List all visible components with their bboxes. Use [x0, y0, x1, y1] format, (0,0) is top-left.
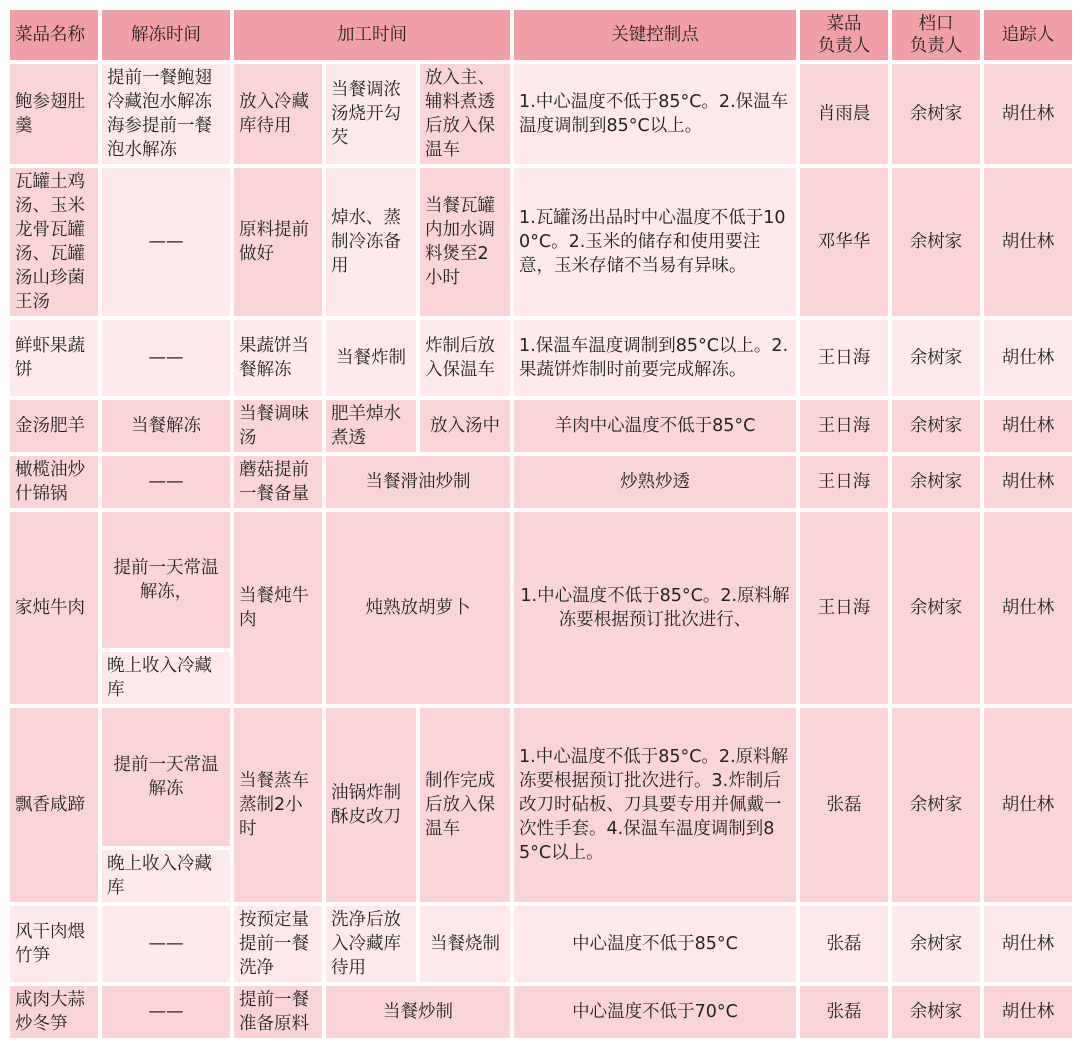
header-control: 关键控制点 — [514, 10, 796, 60]
dish-owner: 张磊 — [800, 986, 888, 1038]
tracker: 胡仕林 — [984, 906, 1072, 982]
control-point: 1.瓦罐汤出品时中心温度不低于100°C。2.玉米的储存和使用要注意，玉米存储不当易有异味。 — [514, 168, 796, 316]
control-point: 1.中心温度不低于85°C。2.原料解冻要根据预订批次进行。3.炸制后改刀时砧板、刀具要专用并佩戴一次性手套。4.保温车温度调制到85°C以上。 — [514, 708, 796, 902]
process-step-3: 放入主、辅料煮透后放入保温车 — [420, 64, 510, 164]
stall-owner: 余树家 — [892, 400, 980, 452]
tracker: 胡仕林 — [984, 64, 1072, 164]
tracker: 胡仕林 — [984, 320, 1072, 396]
process-step-2: 肥羊焯水煮透 — [326, 400, 416, 452]
process-step-merged: 炖熟放胡萝卜 — [326, 512, 510, 704]
header-thaw: 解冻时间 — [102, 10, 230, 60]
dish-name: 咸肉大蒜炒冬笋 — [10, 986, 98, 1038]
dish-owner: 王日海 — [800, 456, 888, 508]
header-dish-owner: 菜品 负责人 — [800, 10, 888, 60]
table-row — [10, 168, 1072, 316]
thaw-time: 晚上收入冷藏库 — [102, 850, 230, 902]
table-row — [10, 64, 1072, 164]
process-step-1: 蘑菇提前一餐备量 — [234, 456, 322, 508]
table-row — [10, 986, 1072, 1038]
stall-owner: 余树家 — [892, 320, 980, 396]
process-step-3: 当餐烧制 — [420, 906, 510, 982]
tracker: 胡仕林 — [984, 456, 1072, 508]
dish-owner: 张磊 — [800, 906, 888, 982]
process-step-merged: 当餐炒制 — [326, 986, 510, 1038]
process-step-3: 炸制后放入保温车 — [420, 320, 510, 396]
dish-owner: 王日海 — [800, 512, 888, 704]
header-process: 加工时间 — [234, 10, 510, 60]
process-step-3: 当餐瓦罐内加水调料煲至2小时 — [420, 168, 510, 316]
tracker: 胡仕林 — [984, 168, 1072, 316]
process-step-1: 原料提前做好 — [234, 168, 322, 316]
process-step-2: 当餐炸制 — [326, 320, 416, 396]
process-step-1: 当餐蒸车蒸制2小时 — [234, 708, 322, 902]
control-point: 1.中心温度不低于85°C。2.保温车温度调制到85°C以上。 — [514, 64, 796, 164]
process-step-1: 果蔬饼当餐解冻 — [234, 320, 322, 396]
process-step-2: 洗净后放入冷藏库待用 — [326, 906, 416, 982]
control-point: 1.保温车温度调制到85°C以上。2.果蔬饼炸制时前要完成解冻。 — [514, 320, 796, 396]
food-safety-table — [6, 6, 1076, 1042]
header-tracker: 追踪人 — [984, 10, 1072, 60]
dish-owner: 肖雨晨 — [800, 64, 888, 164]
table-row — [10, 906, 1072, 982]
tracker: 胡仕林 — [984, 512, 1072, 704]
process-step-1: 放入冷藏库待用 — [234, 64, 322, 164]
control-point: 羊肉中心温度不低于85°C — [514, 400, 796, 452]
thaw-time: —— — [102, 986, 230, 1038]
thaw-time: 当餐解冻 — [102, 400, 230, 452]
dish-owner: 邓华华 — [800, 168, 888, 316]
thaw-time: 提前一天常温解冻 — [102, 708, 230, 846]
control-point: 中心温度不低于85°C — [514, 906, 796, 982]
process-step-1: 当餐炖牛肉 — [234, 512, 322, 704]
process-step-2: 当餐调浓汤烧开勾芡 — [326, 64, 416, 164]
process-step-2: 焯水、蒸制冷冻备用 — [326, 168, 416, 316]
table-row — [10, 456, 1072, 508]
dish-name: 橄榄油炒什锦锅 — [10, 456, 98, 508]
tracker: 胡仕林 — [984, 708, 1072, 902]
table-row — [10, 320, 1072, 396]
dish-owner: 王日海 — [800, 400, 888, 452]
dish-name: 鲍参翅肚羹 — [10, 64, 98, 164]
stall-owner: 余树家 — [892, 456, 980, 508]
header-stall-owner: 档口 负责人 — [892, 10, 980, 60]
process-step-1: 当餐调味汤 — [234, 400, 322, 452]
thaw-time: 晚上收入冷藏库 — [102, 652, 230, 704]
stall-owner: 余树家 — [892, 986, 980, 1038]
process-step-3: 放入汤中 — [420, 400, 510, 452]
dish-name: 鲜虾果蔬饼 — [10, 320, 98, 396]
thaw-time: —— — [102, 320, 230, 396]
thaw-time: 提前一天常温解冻， — [102, 512, 230, 648]
thaw-time: —— — [102, 906, 230, 982]
header-row — [10, 10, 1072, 60]
process-step-merged: 当餐滑油炒制 — [326, 456, 510, 508]
stall-owner: 余树家 — [892, 64, 980, 164]
stall-owner: 余树家 — [892, 906, 980, 982]
table-row — [10, 708, 1072, 846]
tracker: 胡仕林 — [984, 400, 1072, 452]
dish-name: 瓦罐土鸡汤、玉米龙骨瓦罐汤、瓦罐汤山珍菌王汤 — [10, 168, 98, 316]
process-step-1: 提前一餐准备原料 — [234, 986, 322, 1038]
dish-name: 家炖牛肉 — [10, 512, 98, 704]
dish-name: 金汤肥羊 — [10, 400, 98, 452]
header-dish: 菜品名称 — [10, 10, 98, 60]
dish-owner: 张磊 — [800, 708, 888, 902]
control-point: 中心温度不低于70°C — [514, 986, 796, 1038]
control-point: 1.中心温度不低于85°C。2.原料解冻要根据预订批次进行、 — [514, 512, 796, 704]
dish-name: 风干肉煨竹笋 — [10, 906, 98, 982]
tracker: 胡仕林 — [984, 986, 1072, 1038]
process-step-1: 按预定量提前一餐洗净 — [234, 906, 322, 982]
thaw-time: —— — [102, 456, 230, 508]
stall-owner: 余树家 — [892, 168, 980, 316]
process-step-2: 油锅炸制酥皮改刀 — [326, 708, 416, 902]
dish-owner: 王日海 — [800, 320, 888, 396]
thaw-time: 提前一餐鲍翅冷藏泡水解冻海参提前一餐泡水解冻 — [102, 64, 230, 164]
table-row — [10, 512, 1072, 648]
dish-name: 飘香咸蹄 — [10, 708, 98, 902]
process-step-3: 制作完成后放入保温车 — [420, 708, 510, 902]
stall-owner: 余树家 — [892, 512, 980, 704]
control-point: 炒熟炒透 — [514, 456, 796, 508]
thaw-time: —— — [102, 168, 230, 316]
table-row — [10, 400, 1072, 452]
stall-owner: 余树家 — [892, 708, 980, 902]
